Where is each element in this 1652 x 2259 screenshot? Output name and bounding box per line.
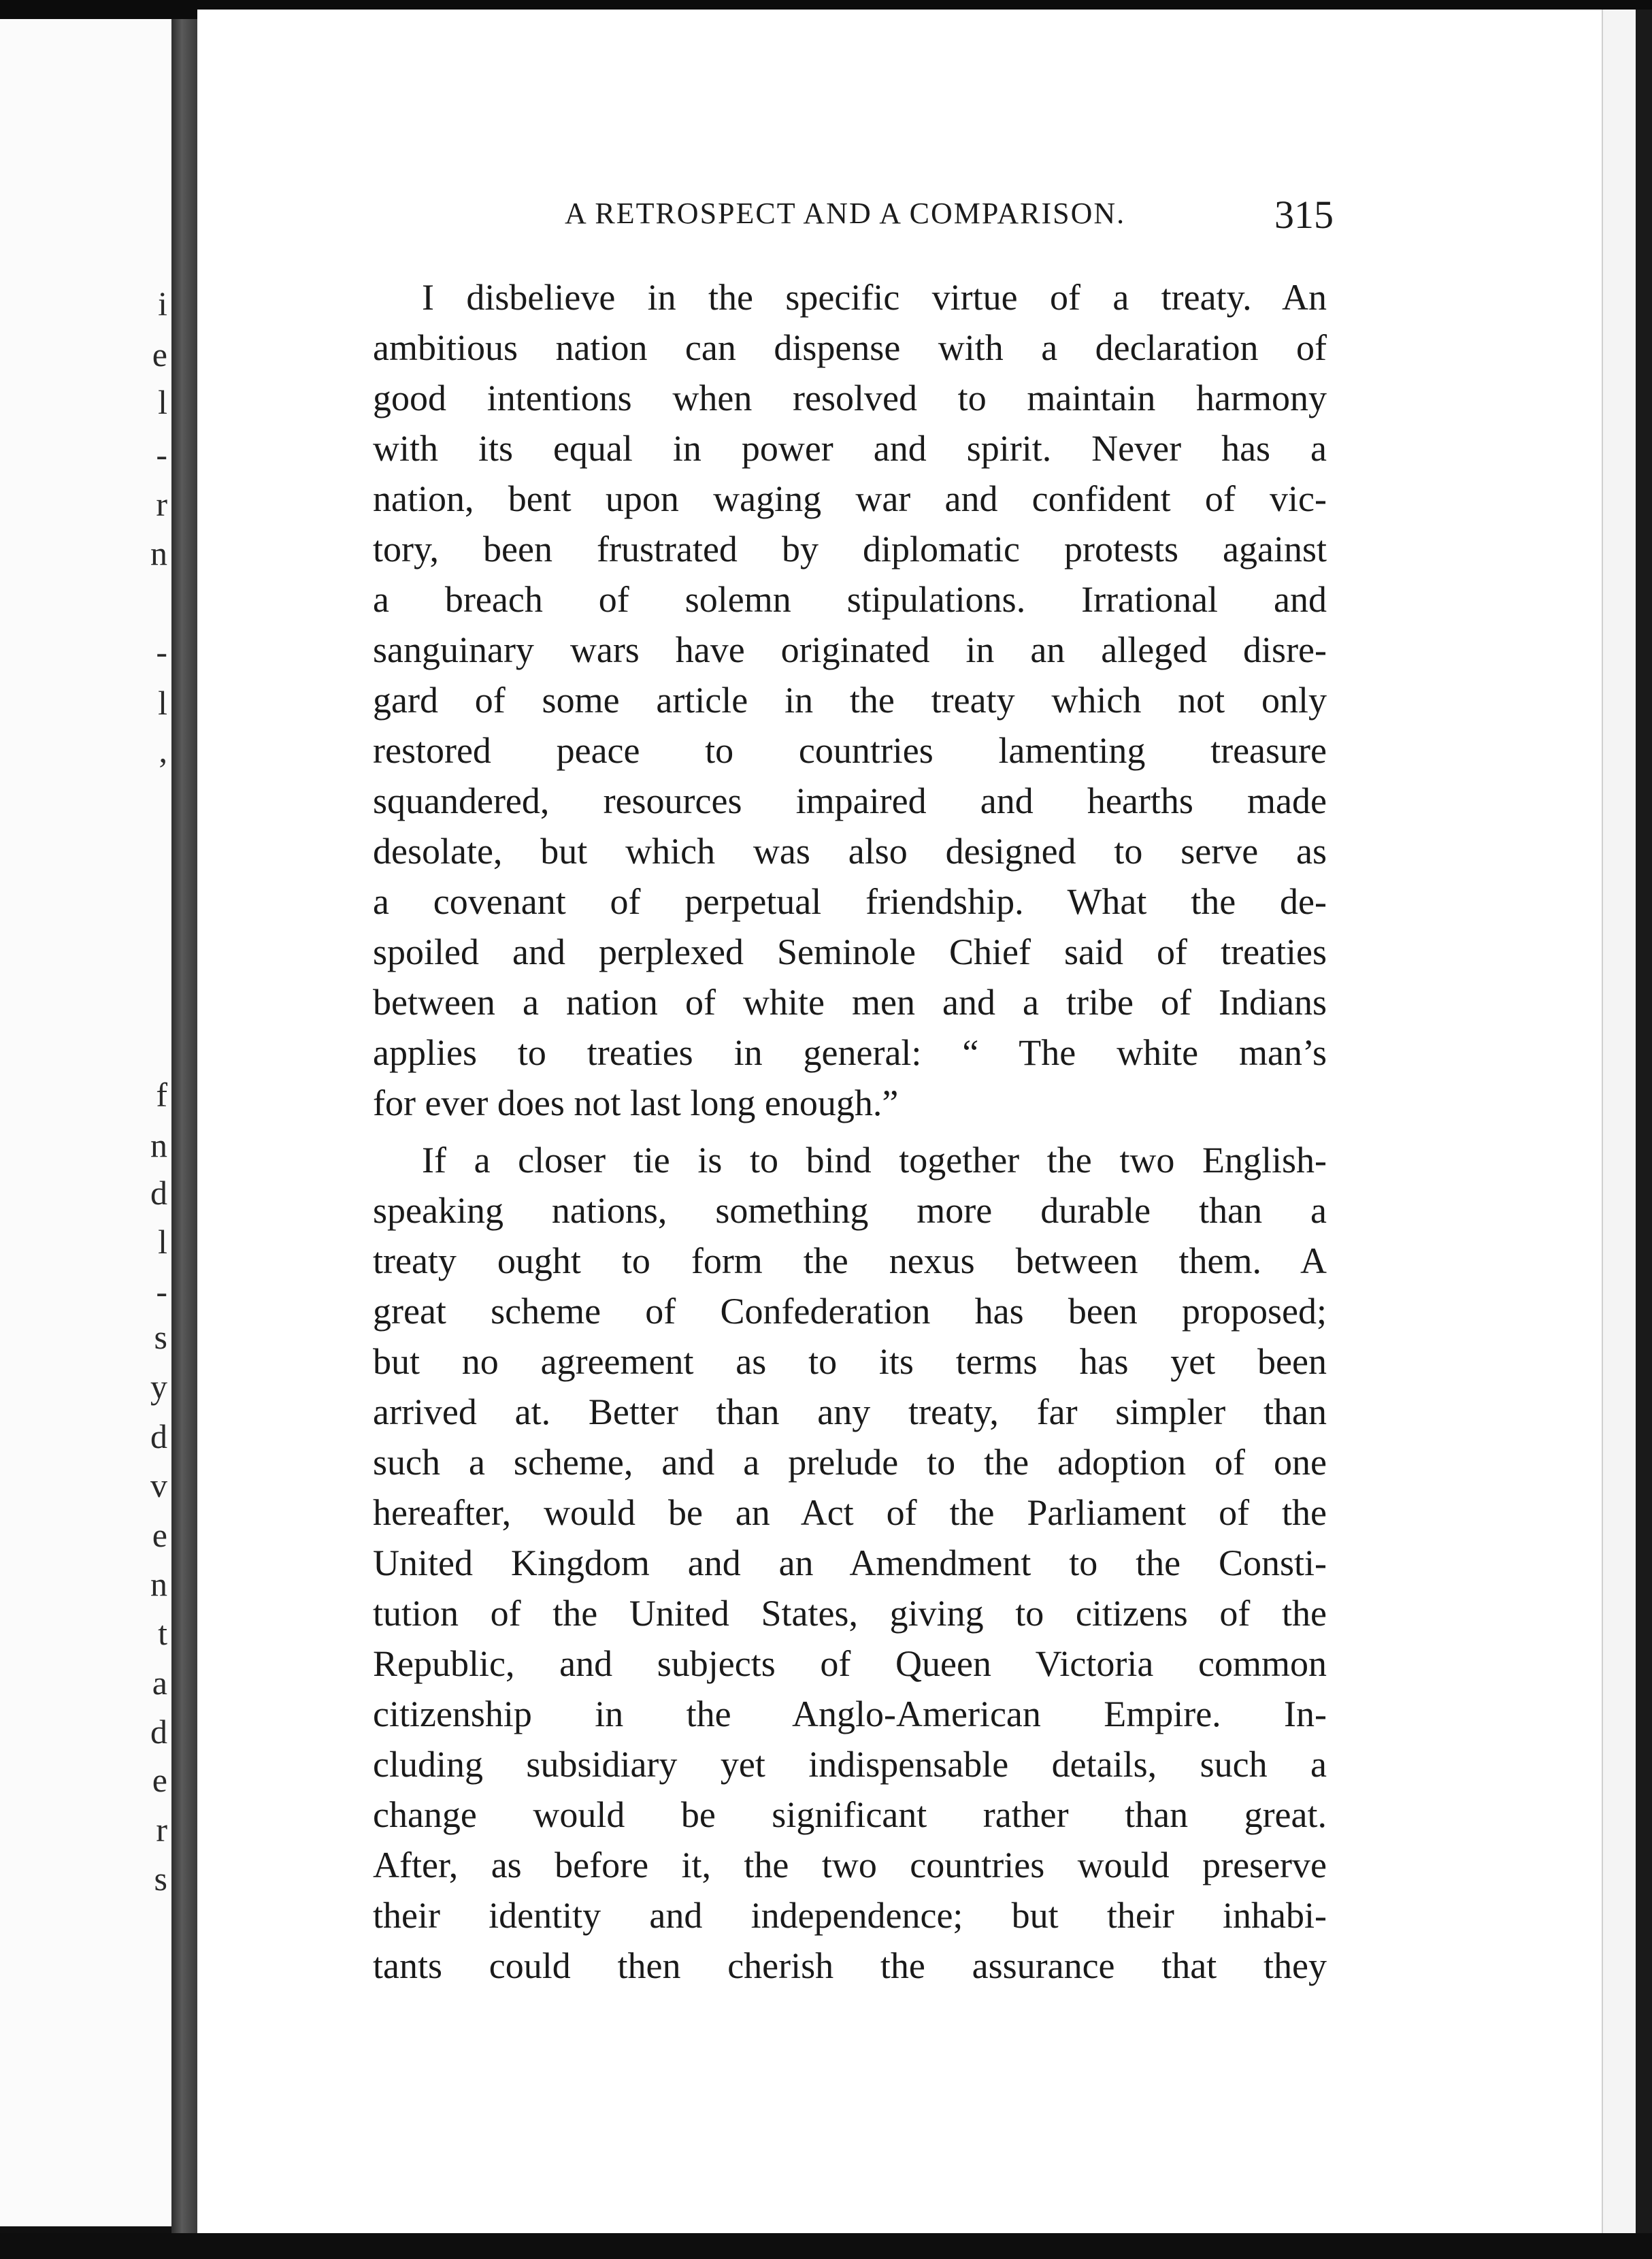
adjacent-letter: - [156, 435, 167, 474]
adjacent-letter: f [156, 1076, 167, 1114]
adjacent-letter: l [158, 383, 167, 421]
text-line: squandered, resources impaired and hearths made [373, 780, 1327, 821]
paragraph [373, 272, 1327, 1128]
text-line: hereafter, would be an Act of the Parliament of the [373, 1492, 1327, 1533]
adjacent-letter: a [152, 1664, 167, 1702]
text-line: speaking nations, something more durable than a [373, 1190, 1327, 1231]
scan-right-border [1636, 10, 1652, 2233]
text-line: gard of some article in the treaty which not only [373, 680, 1327, 721]
text-line: nation, bent upon waging war and confident of vic- [373, 478, 1327, 519]
adjacent-letter: s [154, 1318, 167, 1356]
running-head [565, 192, 1334, 235]
text-line: with its equal in power and spirit. Never has a [373, 428, 1327, 469]
text-line: tants could then cherish the assurance that they [373, 1945, 1327, 1986]
text-line: After, as before it, the two countries would preserve [373, 1845, 1327, 1885]
adjacent-letter: d [150, 1713, 167, 1751]
text-line: change would be significant rather than great. [373, 1794, 1327, 1835]
adjacent-letter: - [156, 1272, 167, 1310]
text-line: a covenant of perpetual friendship. What the de- [373, 881, 1327, 922]
page-fore-edge [1602, 10, 1637, 2233]
adjacent-letter: v [150, 1466, 167, 1504]
text-line: spoiled and perplexed Seminole Chief said of treaties [373, 931, 1327, 972]
text-line: tution of the United States, giving to citizens of the [373, 1593, 1327, 1634]
adjacent-page-edge [0, 19, 171, 2226]
text-line: tory, been frustrated by diplomatic protests against [373, 529, 1327, 570]
adjacent-letter: y [150, 1368, 167, 1406]
scan-bottom-border [0, 2233, 1652, 2259]
adjacent-letter: , [159, 731, 167, 770]
adjacent-letter: i [158, 284, 167, 323]
text-line: a breach of solemn stipulations. Irrational and [373, 579, 1327, 620]
page-number: 315 [1274, 193, 1334, 237]
text-line: desolate, but which was also designed to serve as [373, 831, 1327, 872]
text-line: sanguinary wars have originated in an alleged disre- [373, 629, 1327, 670]
adjacent-letter: n [150, 1565, 167, 1603]
adjacent-letter: e [152, 335, 167, 374]
adjacent-letter: n [150, 534, 167, 572]
body-text [373, 272, 1327, 1991]
adjacent-letter: s [154, 1860, 167, 1898]
adjacent-letter: d [150, 1174, 167, 1212]
adjacent-letter: r [156, 485, 167, 523]
adjacent-letter: l [158, 1223, 167, 1261]
text-line: for ever does not last long enough.” [373, 1083, 899, 1123]
text-line: between a nation of white men and a tribe of Indians [373, 982, 1327, 1023]
text-line: citizenship in the Anglo-American Empire. In- [373, 1694, 1327, 1734]
adjacent-letter: l [158, 684, 167, 722]
text-line: ambitious nation can dispense with a declaration of [373, 327, 1327, 368]
text-line: good intentions when resolved to maintain harmony [373, 378, 1327, 418]
adjacent-letter: e [152, 1516, 167, 1554]
text-line: Republic, and subjects of Queen Victoria common [373, 1643, 1327, 1684]
book-binding-gutter [171, 19, 197, 2258]
text-line: arrived at. Better than any treaty, far simpler than [373, 1391, 1327, 1432]
adjacent-letter: e [152, 1761, 167, 1799]
text-line: great scheme of Confederation has been proposed; [373, 1291, 1327, 1332]
text-line: I disbelieve in the specific virtue of a treaty. An [422, 277, 1327, 318]
text-line: applies to treaties in general: “ The white man’s [373, 1032, 1327, 1073]
running-title: A RETROSPECT AND A COMPARISON. [565, 197, 1126, 230]
adjacent-letter: r [156, 1811, 167, 1849]
text-line: restored peace to countries lamenting treasure [373, 730, 1327, 771]
text-line: treaty ought to form the nexus between them. A [373, 1240, 1327, 1281]
text-line: their identity and independence; but their inhabi- [373, 1895, 1327, 1936]
adjacent-letter: d [150, 1417, 167, 1455]
text-line: If a closer tie is to bind together the two English- [422, 1140, 1327, 1181]
paragraph [373, 1135, 1327, 1991]
adjacent-letter: t [158, 1614, 167, 1652]
text-line: cluding subsidiary yet indispensable details, such a [373, 1744, 1327, 1785]
adjacent-letter: - [156, 633, 167, 671]
text-line: United Kingdom and an Amendment to the Consti- [373, 1543, 1327, 1583]
text-line: such a scheme, and a prelude to the adoption of one [373, 1442, 1327, 1483]
text-line: but no agreement as to its terms has yet been [373, 1341, 1327, 1382]
adjacent-letter: n [150, 1126, 167, 1164]
